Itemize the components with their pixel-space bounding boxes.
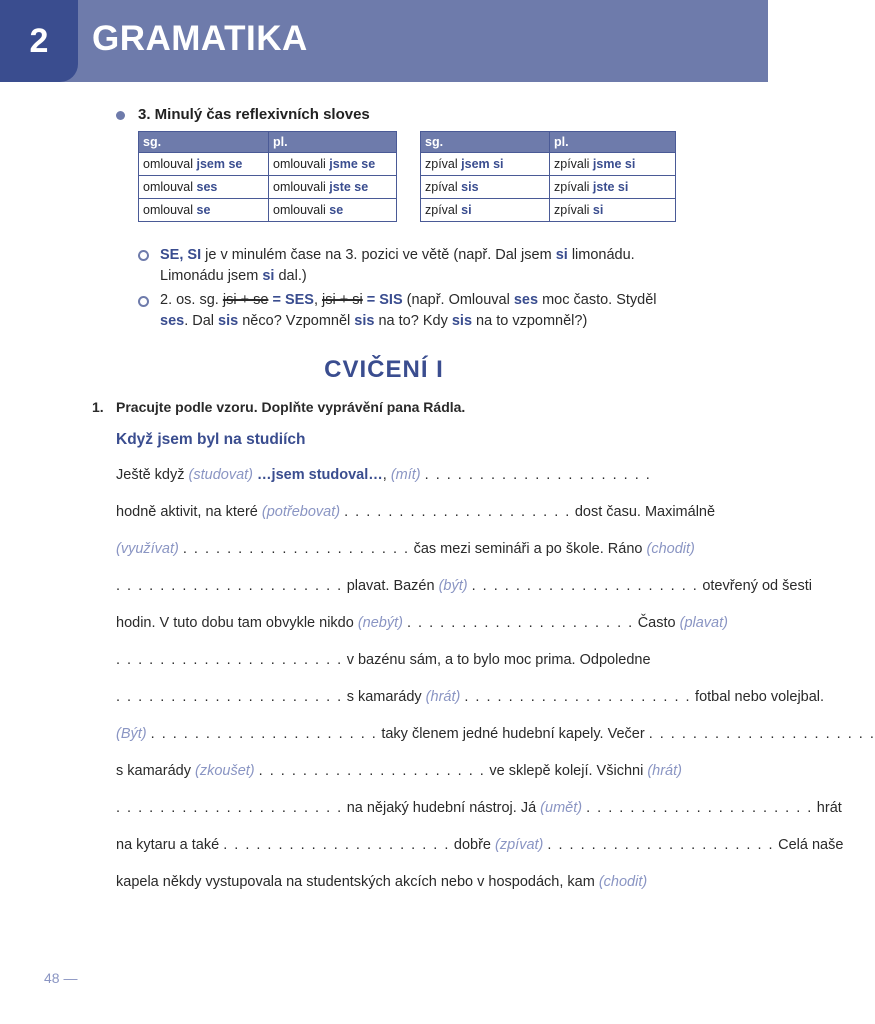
- chapter-title: GRAMATIKA: [92, 19, 308, 58]
- blank-field[interactable]: . . . . . . . . . . . . . . . . . . . . .: [407, 615, 634, 631]
- blank-field[interactable]: . . . . . . . . . . . . . . . . . . . . .: [116, 652, 343, 668]
- table-cell: zpívali si: [550, 199, 676, 222]
- table-cell: zpíval si: [421, 199, 550, 222]
- blank-field[interactable]: . . . . . . . . . . . . . . . . . . . . .: [116, 800, 343, 816]
- blank-field[interactable]: . . . . . . . . . . . . . . . . . . . . .: [116, 689, 343, 705]
- exercise-title: CVIČENÍ I: [324, 356, 444, 383]
- table-cell: omlouval ses: [139, 176, 269, 199]
- text-fragment: otevřený od šesti: [698, 578, 812, 594]
- table-header: sg.: [139, 132, 269, 153]
- blank-field[interactable]: . . . . . . . . . . . . . . . . . . . . .: [223, 837, 450, 853]
- note-ses-sis: 2. os. sg. jsi + se = SES, jsi + si = SIS (např. Omlouval ses moc často. Styděl ses. Dal sis něco? Vzpomněl sis na to? Kdy sis na to vzpomněl?): [160, 292, 657, 329]
- table-cell: omlouvali se: [269, 199, 397, 222]
- blank-field[interactable]: . . . . . . . . . . . . . . . . . . . . .: [471, 578, 699, 594]
- table-cell: omlouvali jsme se: [269, 153, 397, 176]
- note-se-si: SE, SI je v minulém čase na 3. pozici ve větě (např. Dal jsem si limonádu. Limonádu jsem si dal.): [160, 247, 635, 284]
- blank-field[interactable]: . . . . . . . . . . . . . . . . . . . . .: [258, 763, 486, 779]
- exercise-line: [116, 615, 728, 631]
- task-instruction: 1. Pracujte podle vzoru. Doplňte vyprávění pana Rádla.: [92, 399, 466, 415]
- table-cell: omlouvali jste se: [269, 176, 397, 199]
- blank-field[interactable]: . . . . . . . . . . . . . . . . . . . . .: [150, 726, 378, 742]
- text-fragment: ve sklepě kolejí. Všichni: [485, 763, 648, 779]
- verb-hint: (mít): [390, 467, 421, 483]
- exercise-line: [116, 800, 842, 816]
- text-fragment: dost času. Maximálně: [570, 504, 716, 520]
- exercise-line: [116, 763, 682, 779]
- verb-hint: (nebýt): [357, 615, 403, 631]
- exercise-line: [116, 578, 812, 594]
- blank-field[interactable]: . . . . . . . . . . . . . . . . . . . . .: [116, 578, 343, 594]
- example-answer: …jsem studoval…: [257, 467, 383, 483]
- circle-bullet-icon: [138, 296, 149, 307]
- blank-field[interactable]: . . . . . . . . . . . . . . . . . . . . .: [182, 541, 410, 557]
- table-header: sg.: [421, 132, 550, 153]
- text-fragment: Celá naše: [774, 837, 844, 853]
- table-cell: omlouval se: [139, 199, 269, 222]
- story-title: Když jsem byl na studiích: [116, 431, 306, 448]
- verb-hint: (umět): [540, 800, 583, 816]
- grammar-table-zpivat: [420, 131, 676, 222]
- section-heading: 3. Minulý čas reflexivních sloves: [138, 106, 370, 123]
- text-fragment: na kytaru a také: [116, 837, 224, 853]
- table-cell: zpíval jsem si: [421, 153, 550, 176]
- bullet-icon: [116, 111, 125, 120]
- table-header: pl.: [550, 132, 676, 153]
- exercise-line: [116, 874, 647, 890]
- exercise-line: [116, 652, 651, 668]
- text-fragment: hodně aktivit, na které: [116, 504, 262, 520]
- blank-field[interactable]: . . . . . . . . . . . . . . . . . . . . .: [547, 837, 775, 853]
- circle-bullet-icon: [138, 250, 149, 261]
- verb-hint: (hrát): [425, 689, 461, 705]
- text-fragment: s kamarády: [116, 763, 195, 779]
- page-number: 48 —: [44, 970, 78, 986]
- verb-hint: (chodit): [646, 541, 695, 557]
- blank-field[interactable]: . . . . . . . . . . . . . . . . . . . . .: [424, 467, 652, 483]
- exercise-line: [116, 467, 651, 483]
- blank-field[interactable]: . . . . . . . . . . . . . . . . . . . . .: [464, 689, 692, 705]
- table-cell: zpívali jste si: [550, 176, 676, 199]
- verb-hint: (zkoušet): [194, 763, 255, 779]
- text-fragment: v bazénu sám, a to bylo moc prima. Odpoledne: [342, 652, 651, 668]
- verb-hint: (studovat): [188, 467, 254, 483]
- blank-field[interactable]: . . . . . . . . . . . . . . . . . . . . .: [648, 726, 875, 742]
- exercise-line: [116, 504, 715, 520]
- text-fragment: čas mezi semináři a po škole. Ráno: [409, 541, 647, 557]
- text-fragment: kapela někdy vystupovala na studentských akcích nebo v hospodách, kam: [116, 874, 599, 890]
- exercise-line: [116, 541, 695, 557]
- verb-hint: (být): [438, 578, 468, 594]
- text-fragment: hodin. V tuto dobu tam obvykle nikdo: [116, 615, 358, 631]
- chapter-number: 2: [0, 0, 78, 82]
- text-fragment: hrát: [812, 800, 842, 816]
- table-cell: zpíval sis: [421, 176, 550, 199]
- exercise-line: [116, 726, 875, 742]
- blank-field[interactable]: . . . . . . . . . . . . . . . . . . . . .: [344, 504, 571, 520]
- verb-hint: (chodit): [598, 874, 648, 890]
- table-cell: zpívali jsme si: [550, 153, 676, 176]
- verb-hint: (Být): [116, 726, 147, 742]
- text-fragment: ,: [382, 467, 391, 483]
- text-fragment: na nějaký hudební nástroj. Já: [342, 800, 541, 816]
- table-header: pl.: [269, 132, 397, 153]
- verb-hint: (využívat): [116, 541, 179, 557]
- text-fragment: plavat. Bazén: [342, 578, 439, 594]
- text-fragment: Často: [633, 615, 680, 631]
- exercise-line: [116, 837, 843, 853]
- text-fragment: Ještě když: [116, 467, 189, 483]
- table-cell: omlouval jsem se: [139, 153, 269, 176]
- blank-field[interactable]: . . . . . . . . . . . . . . . . . . . . .: [586, 800, 813, 816]
- grammar-table-omlouvat: [138, 131, 397, 222]
- text-fragment: fotbal nebo volejbal.: [691, 689, 825, 705]
- text-fragment: dobře: [449, 837, 496, 853]
- verb-hint: (hrát): [647, 763, 682, 779]
- exercise-line: [116, 689, 824, 705]
- text-fragment: taky členem jedné hudební kapely. Večer: [377, 726, 649, 742]
- verb-hint: (plavat): [679, 615, 728, 631]
- text-fragment: s kamarády: [342, 689, 426, 705]
- verb-hint: (potřebovat): [261, 504, 341, 520]
- verb-hint: (zpívat): [495, 837, 544, 853]
